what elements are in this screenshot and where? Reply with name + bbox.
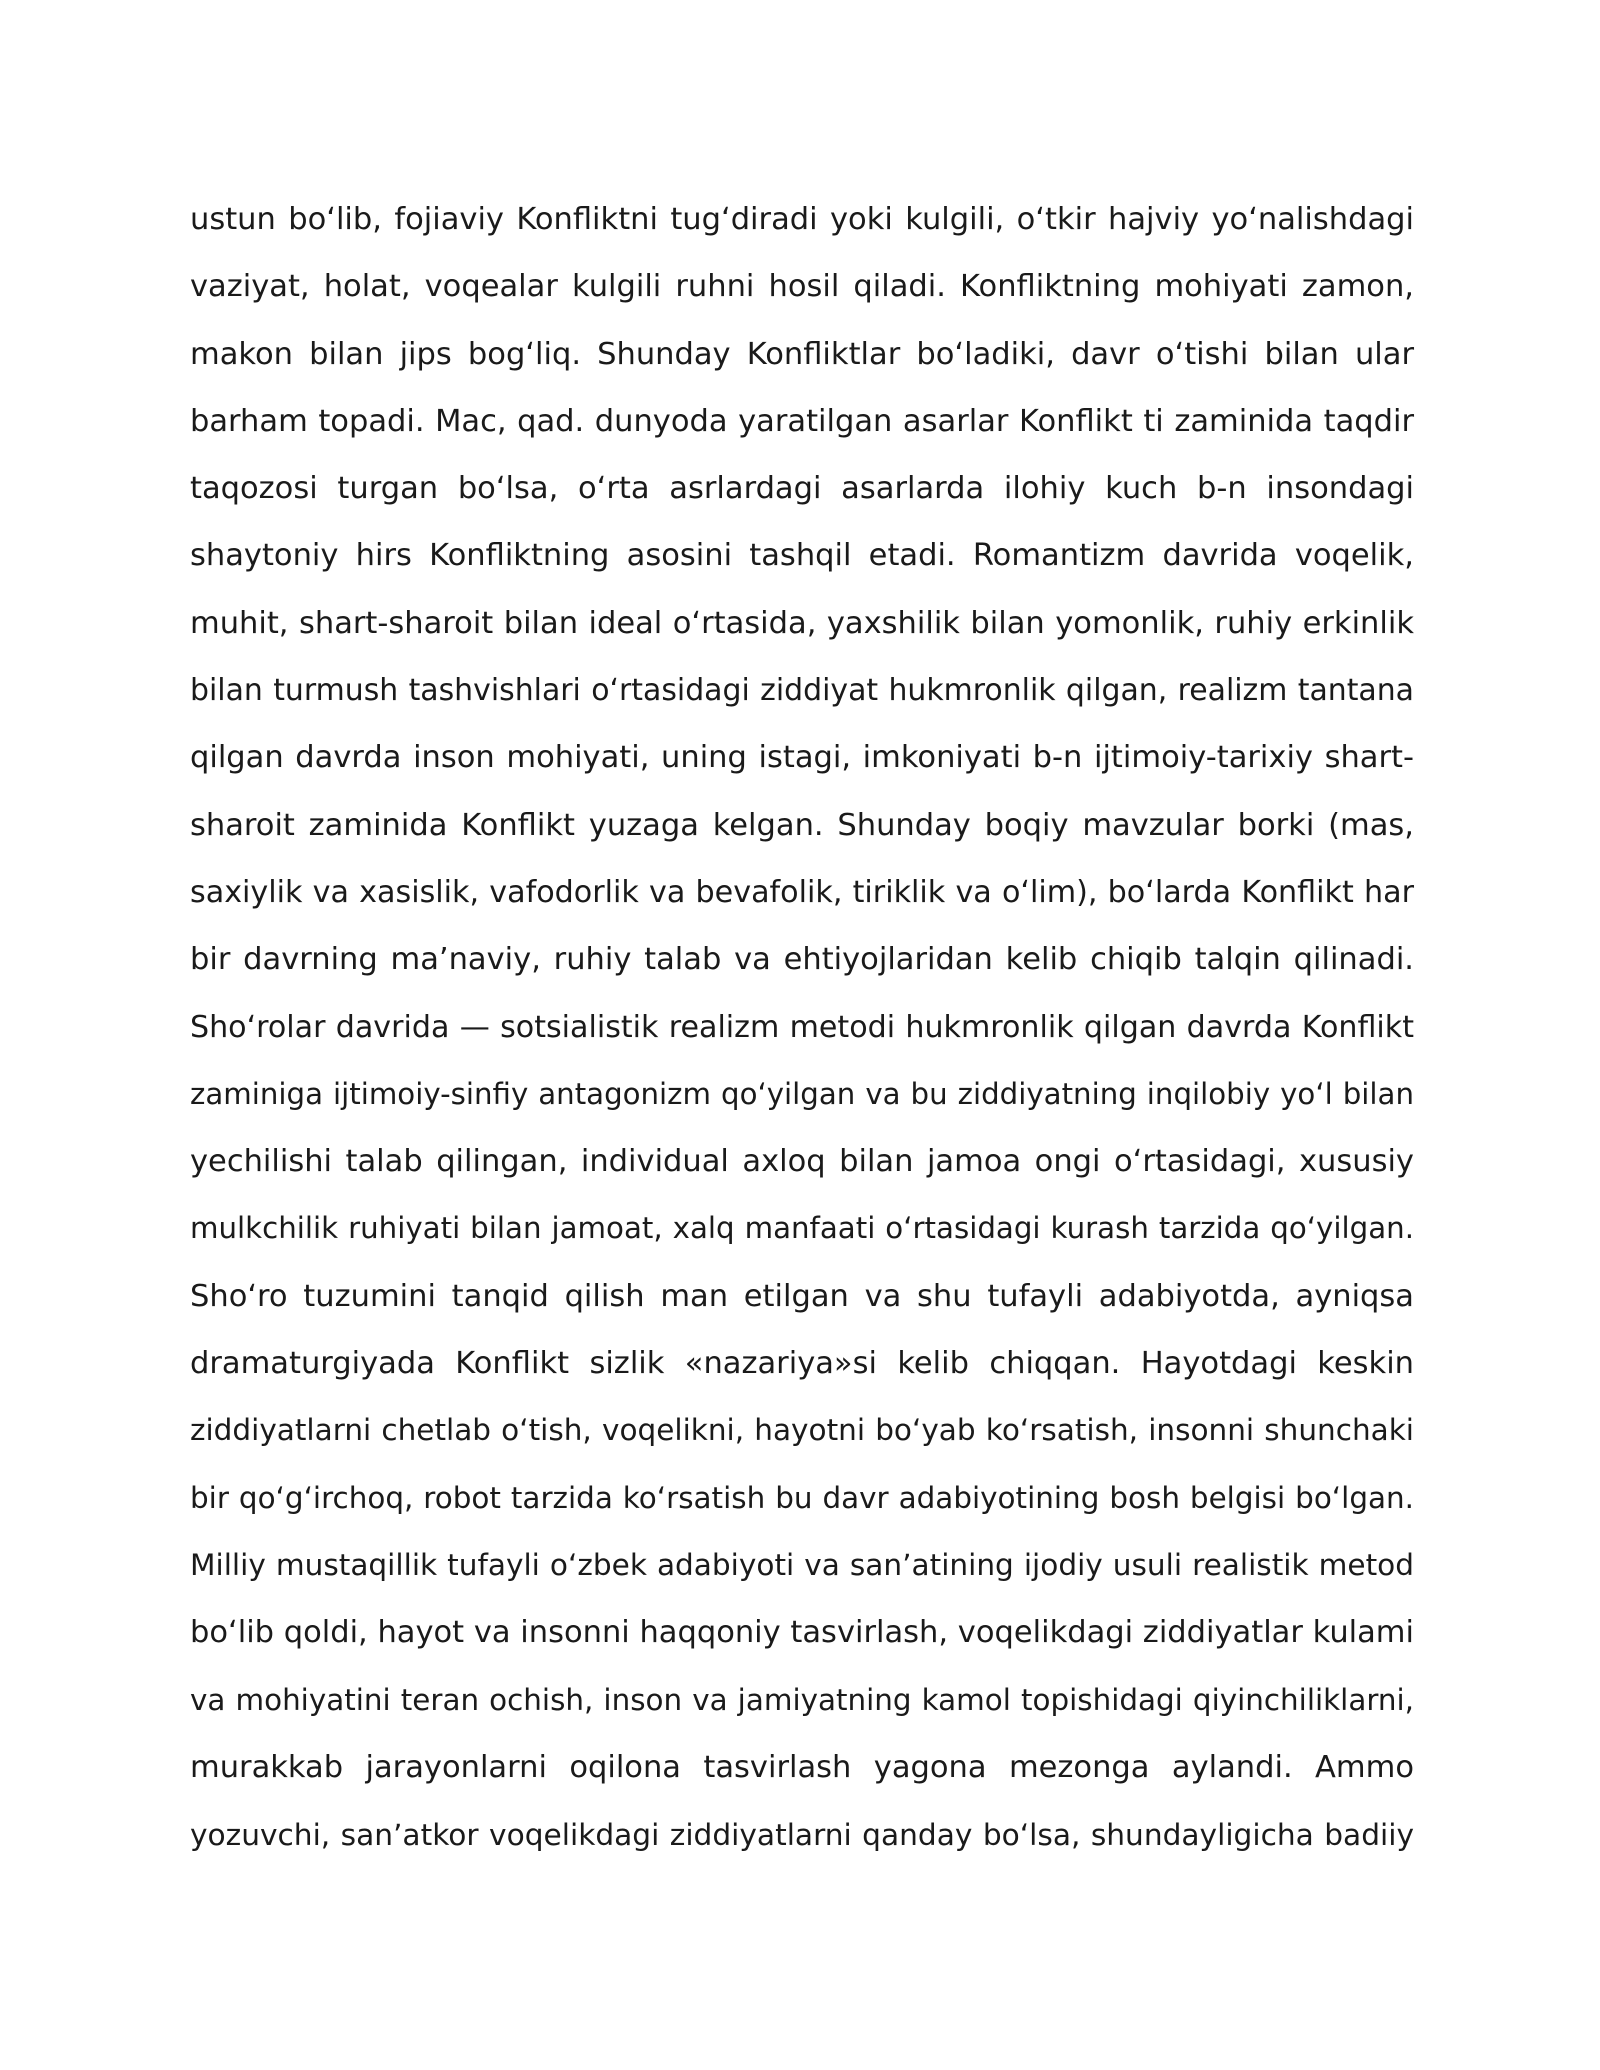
text-line: vaziyat, holat, voqealar kulgili ruhni hosil qiladi. Konfliktning mohiyati zamon, — [190, 269, 1414, 305]
text-line: Milliy mustaqillik tufayli o‘zbek adabiyoti va san’atining ijodiy usuli realistik metod — [190, 1547, 1414, 1582]
body-text — [190, 186, 1414, 1868]
text-line: dramaturgiyada Konflikt sizlik «nazariya»si kelib chiqqan. Hayotdagi keskin — [190, 1346, 1414, 1382]
text-line: shaytoniy hirs Konfliktning asosini tashqil etadi. Romantizm davrida voqelik, — [190, 538, 1414, 574]
text-line: va mohiyatini teran ochish, inson va jamiyatning kamol topishidagi qiyinchiliklarni, — [190, 1682, 1414, 1717]
text-line: yozuvchi, san’atkor voqelikdagi ziddiyatlarni qanday bo‘lsa, shundayligicha badiiy — [190, 1817, 1414, 1853]
text-line: mulkchilik ruhiyati bilan jamoat, xalq manfaati o‘rtasidagi kurash tarzida qo‘yilgan. — [190, 1211, 1414, 1246]
text-line: qilgan davrda inson mohiyati, uning istagi, imkoniyati b-n ijtimoiy-tarixiy shart- — [190, 740, 1414, 776]
text-line: Sho‘rolar davrida — sotsialistik realizm metodi hukmronlik qilgan davrda Konflikt — [190, 1009, 1414, 1045]
text-line: murakkab jarayonlarni oqilona tasvirlash yagona mezonga aylandi. Ammo — [190, 1749, 1414, 1785]
text-line: Sho‘ro tuzumini tanqid qilish man etilgan va shu tufayli adabiyotda, ayniqsa — [190, 1278, 1414, 1314]
text-line: barham topadi. Mac, qad. dunyoda yaratilgan asarlar Konflikt ti zaminida taqdir — [190, 403, 1414, 439]
text-line: saxiylik va xasislik, vafodorlik va bevafolik, tiriklik va o‘lim), bo‘larda Konflikt har — [190, 874, 1414, 910]
text-line: bir davrning ma’naviy, ruhiy talab va ehtiyojlaridan kelib chiqib talqin qilinadi. — [190, 942, 1414, 978]
text-line: taqozosi turgan bo‘lsa, o‘rta asrlardagi asarlarda ilohiy kuch b-n insondagi — [190, 471, 1414, 507]
text-line: ustun bo‘lib, fojiaviy Konfliktni tug‘diradi yoki kulgili, o‘tkir hajviy yo‘nalishdagi — [190, 202, 1414, 237]
text-line: makon bilan jips bog‘liq. Shunday Konfliktlar bo‘ladiki, davr o‘tishi bilan ular — [190, 336, 1414, 372]
text-line: bir qo‘g‘irchoq, robot tarzida ko‘rsatish bu davr adabiyotining bosh belgisi bo‘lgan. — [190, 1480, 1414, 1515]
text-line: sharoit zaminida Konflikt yuzaga kelgan. Shunday boqiy mavzular borki (mas, — [190, 807, 1414, 843]
text-line: yechilishi talab qilingan, individual axloq bilan jamoa ongi o‘rtasidagi, xususiy — [190, 1144, 1414, 1180]
text-line: bo‘lib qoldi, hayot va insonni haqqoniy tasvirlash, voqelikdagi ziddiyatlar kulami — [190, 1615, 1414, 1651]
text-line: zaminiga ijtimoiy-sinfiy antagonizm qo‘yilgan va bu ziddiyatning inqilobiy yo‘l bilan — [190, 1076, 1414, 1111]
text-line: muhit, shart-sharoit bilan ideal o‘rtasida, yaxshilik bilan yomonlik, ruhiy erkinlik — [190, 605, 1414, 641]
text-line: ziddiyatlarni chetlab o‘tish, voqelikni, hayotni bo‘yab ko‘rsatish, insonni shunchaki — [190, 1413, 1414, 1448]
text-line: bilan turmush tashvishlari o‘rtasidagi ziddiyat hukmronlik qilgan, realizm tantana — [190, 673, 1414, 709]
